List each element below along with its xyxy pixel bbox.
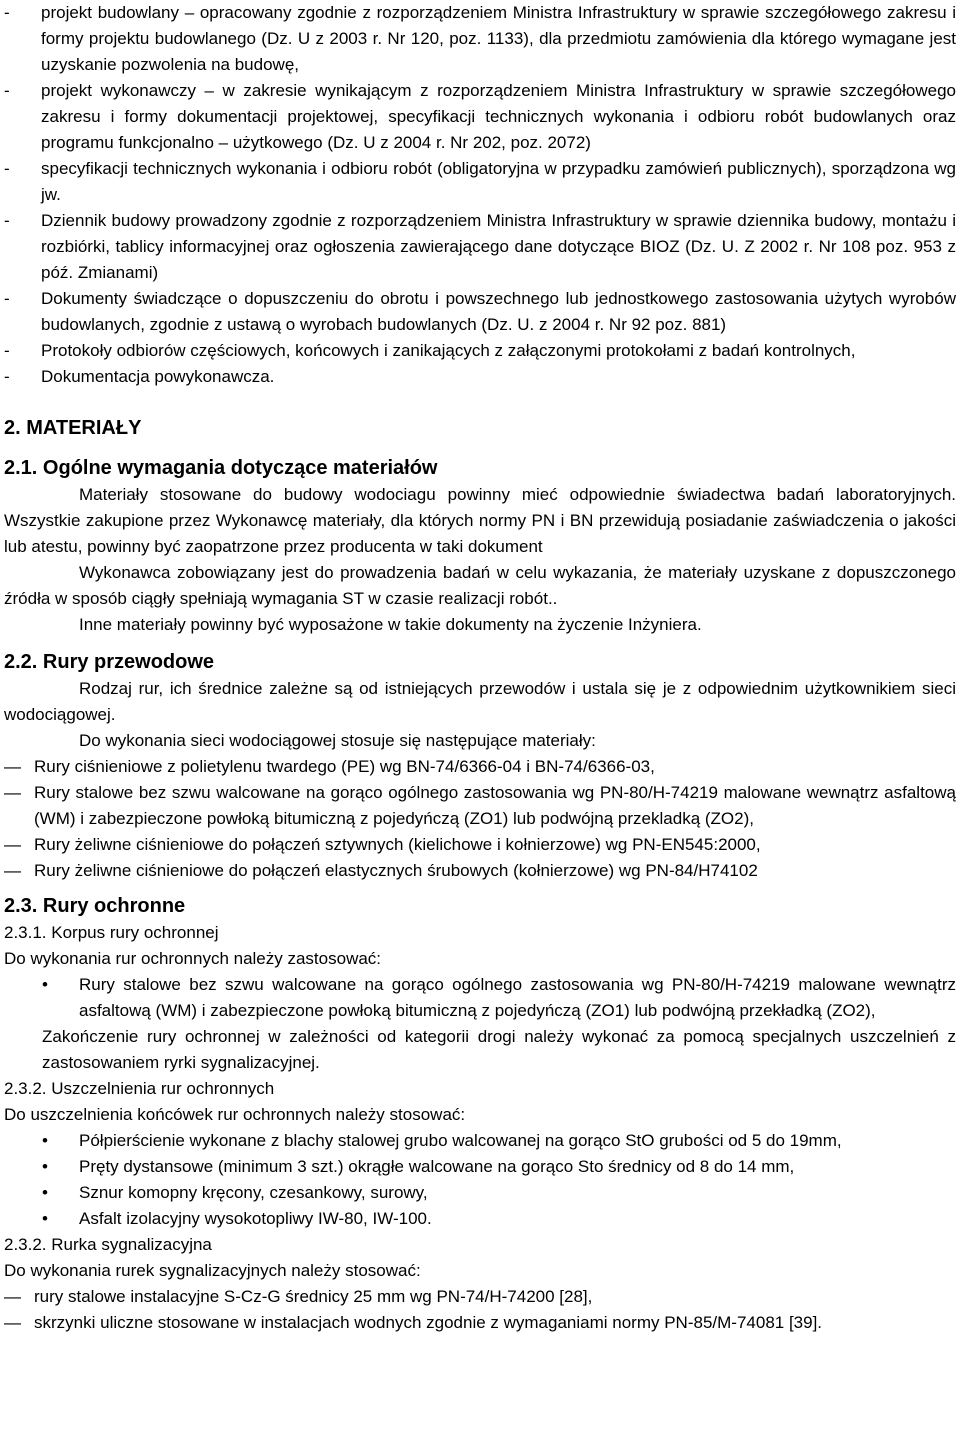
list-item: — Rury ciśnieniowe z polietylenu twardego (PE) wg BN-74/6366-04 i BN-74/6366-03, xyxy=(4,757,655,776)
paragraph: Do uszczelnienia końcówek rur ochronnych należy stosować: xyxy=(4,1105,466,1124)
list-item: - Protokoły odbiorów częściowych, końcowych i zanikających z załączonymi protokołami z badań kontrolnych, xyxy=(4,341,856,360)
list-item: • Sznur komopny kręcony, czesankowy, surowy, xyxy=(42,1183,428,1202)
paragraph: Rodzaj rur, ich średnice zależne są od istniejących przewodów i ustala się je z odpowiednim użytkownikiem sieci wodociągowej. xyxy=(4,679,956,724)
list-item: — rury stalowe instalacyjne S-Cz-G średnicy 25 mm wg PN-74/H-74200 [28], xyxy=(4,1287,593,1306)
list-item: — Rury stalowe bez szwu walcowane na gorąco ogólnego zastosowania wg PN-80/H-74219 malowane wewnątrz asfaltową (WM) i zabezpieczone powłoką bitumiczną z pojedyńczą (ZO1) lub podwójną przekladką (ZO2), xyxy=(4,783,956,828)
list-item: — Rury żeliwne ciśnieniowe do połączeń elastycznych śrubowych (kołnierzowe) wg PN-84/H74102 xyxy=(4,861,758,880)
section-heading-pipes: 2.2. Rury przewodowe xyxy=(4,651,215,673)
paragraph: Do wykonania sieci wodociągowej stosuje się następujące materiały: xyxy=(79,731,596,750)
list-item: • Rury stalowe bez szwu walcowane na gorąco ogólnego zastosowania wg PN-80/H-74219 malowane wewnątrz asfaltową (WM) i zabezpieczone powłoką bitumiczną z pojedyńczą (ZO1) lub podwójną przekładką (ZO2), xyxy=(42,975,956,1020)
paragraph: Do wykonania rurek sygnalizacyjnych należy stosować: xyxy=(4,1261,421,1280)
bullet-list xyxy=(4,972,956,1024)
list-item: • Półpierścienie wykonane z blachy stalowej grubo walcowanej na gorąco StO grubości od 5 do 19mm, xyxy=(42,1131,842,1150)
bullet-list xyxy=(4,1128,956,1232)
list-item: • Asfalt izolacyjny wysokotopliwy IW-80, IW-100. xyxy=(42,1209,432,1228)
list-item: - Dokumenty świadczące o dopuszczeniu do obrotu i powszechnego lub jednostkowego zastosowania użytych wyrobów budowlanych, zgodnie z ustawą o wyrobach budowlanych (Dz. U. z 2004 r. Nr 92 poz. 881) xyxy=(4,289,956,334)
subsection-title: 2.3.2. Uszczelnienia rur ochronnych xyxy=(4,1079,275,1098)
pipe-materials-list xyxy=(4,754,956,884)
paragraph: Do wykonania rur ochronnych należy zastosować: xyxy=(4,949,382,968)
list-item: - Dziennik budowy prowadzony zgodnie z rozporządzeniem Ministra Infrastruktury w sprawie dziennika budowy, montażu i rozbiórki, tablicy informacyjnej oraz ogłoszenia zawierającego dane dotyczące BIOZ (Dz. U. Z 2002 r. Nr 108 poz. 953 z póź. Zmianami) xyxy=(4,211,956,282)
list-item: - specyfikacji technicznych wykonania i odbioru robót (obligatoryjna w przypadku zamówień publicznych), sporządzona wg jw. xyxy=(4,159,956,204)
paragraph: Inne materiały powinny być wyposażone w takie dokumenty na życzenie Inżyniera. xyxy=(79,615,702,634)
subsection-title: 2.3.1. Korpus rury ochronnej xyxy=(4,923,219,942)
section-heading-general-requirements: 2.1. Ogólne wymagania dotyczące materiałów xyxy=(4,457,438,479)
documentation-list xyxy=(4,0,956,390)
paragraph: Wykonawca zobowiązany jest do prowadzenia badań w celu wykazania, że materiały uzyskane z dopuszczonego źródła w sposób ciągły spełniają wymagania ST w czasie realizacji robót.. xyxy=(4,563,956,608)
list-item: — skrzynki uliczne stosowane w instalacjach wodnych zgodnie z wymaganiami normy PN-85/M-74081 [39]. xyxy=(4,1313,823,1332)
paragraph: Materiały stosowane do budowy wodociagu powinny mieć odpowiednie świadectwa badań laboratoryjnych. Wszystkie zakupione przez Wykonawcę materiały, dla których normy PN i BN przewidują posiadanie zaświadczenia o jakości lub atestu, powinny być zaopatrzone przez producenta w taki dokument xyxy=(4,485,956,556)
list-item: • Pręty dystansowe (minimum 3 szt.) okrągłe walcowane na gorąco Sto średnicy od 8 do 14 mm, xyxy=(42,1157,795,1176)
list-item: - projekt budowlany – opracowany zgodnie z rozporządzeniem Ministra Infrastruktury w sprawie szczegółowego zakresu i formy projektu budowlanego (Dz. U z 2003 r. Nr 120, poz. 1133), dla przedmiotu zamówienia dla którego wymagane jest uzyskanie pozwolenia na budowę, xyxy=(4,3,956,74)
signal-pipe-list xyxy=(4,1284,956,1336)
section-heading-protective-pipes: 2.3. Rury ochronne xyxy=(4,895,186,917)
list-item: — Rury żeliwne ciśnieniowe do połączeń sztywnych (kielichowe i kołnierzowe) wg PN-EN545:2000, xyxy=(4,835,761,854)
list-item: - projekt wykonawczy – w zakresie wynikającym z rozporządzeniem Ministra Infrastruktury w sprawie szczegółowego zakresu i formy dokumentacji projektowej, specyfikacji technicznych wykonania i odbioru robót budowlanych oraz programu funkcjonalno – użytkowego (Dz. U z 2004 r. Nr 202, poz. 2072) xyxy=(4,81,956,152)
subsection-title: 2.3.2. Rurka sygnalizacyjna xyxy=(4,1235,212,1254)
list-item: - Dokumentacja powykonawcza. xyxy=(4,367,275,386)
paragraph: Zakończenie rury ochronnej w zależności od kategorii drogi należy wykonać za pomocą specjalnych uszczelnień z zastosowaniem ryrki sygnalizacyjnej. xyxy=(42,1027,956,1072)
section-heading-materials: 2. MATERIAŁY xyxy=(4,417,142,439)
